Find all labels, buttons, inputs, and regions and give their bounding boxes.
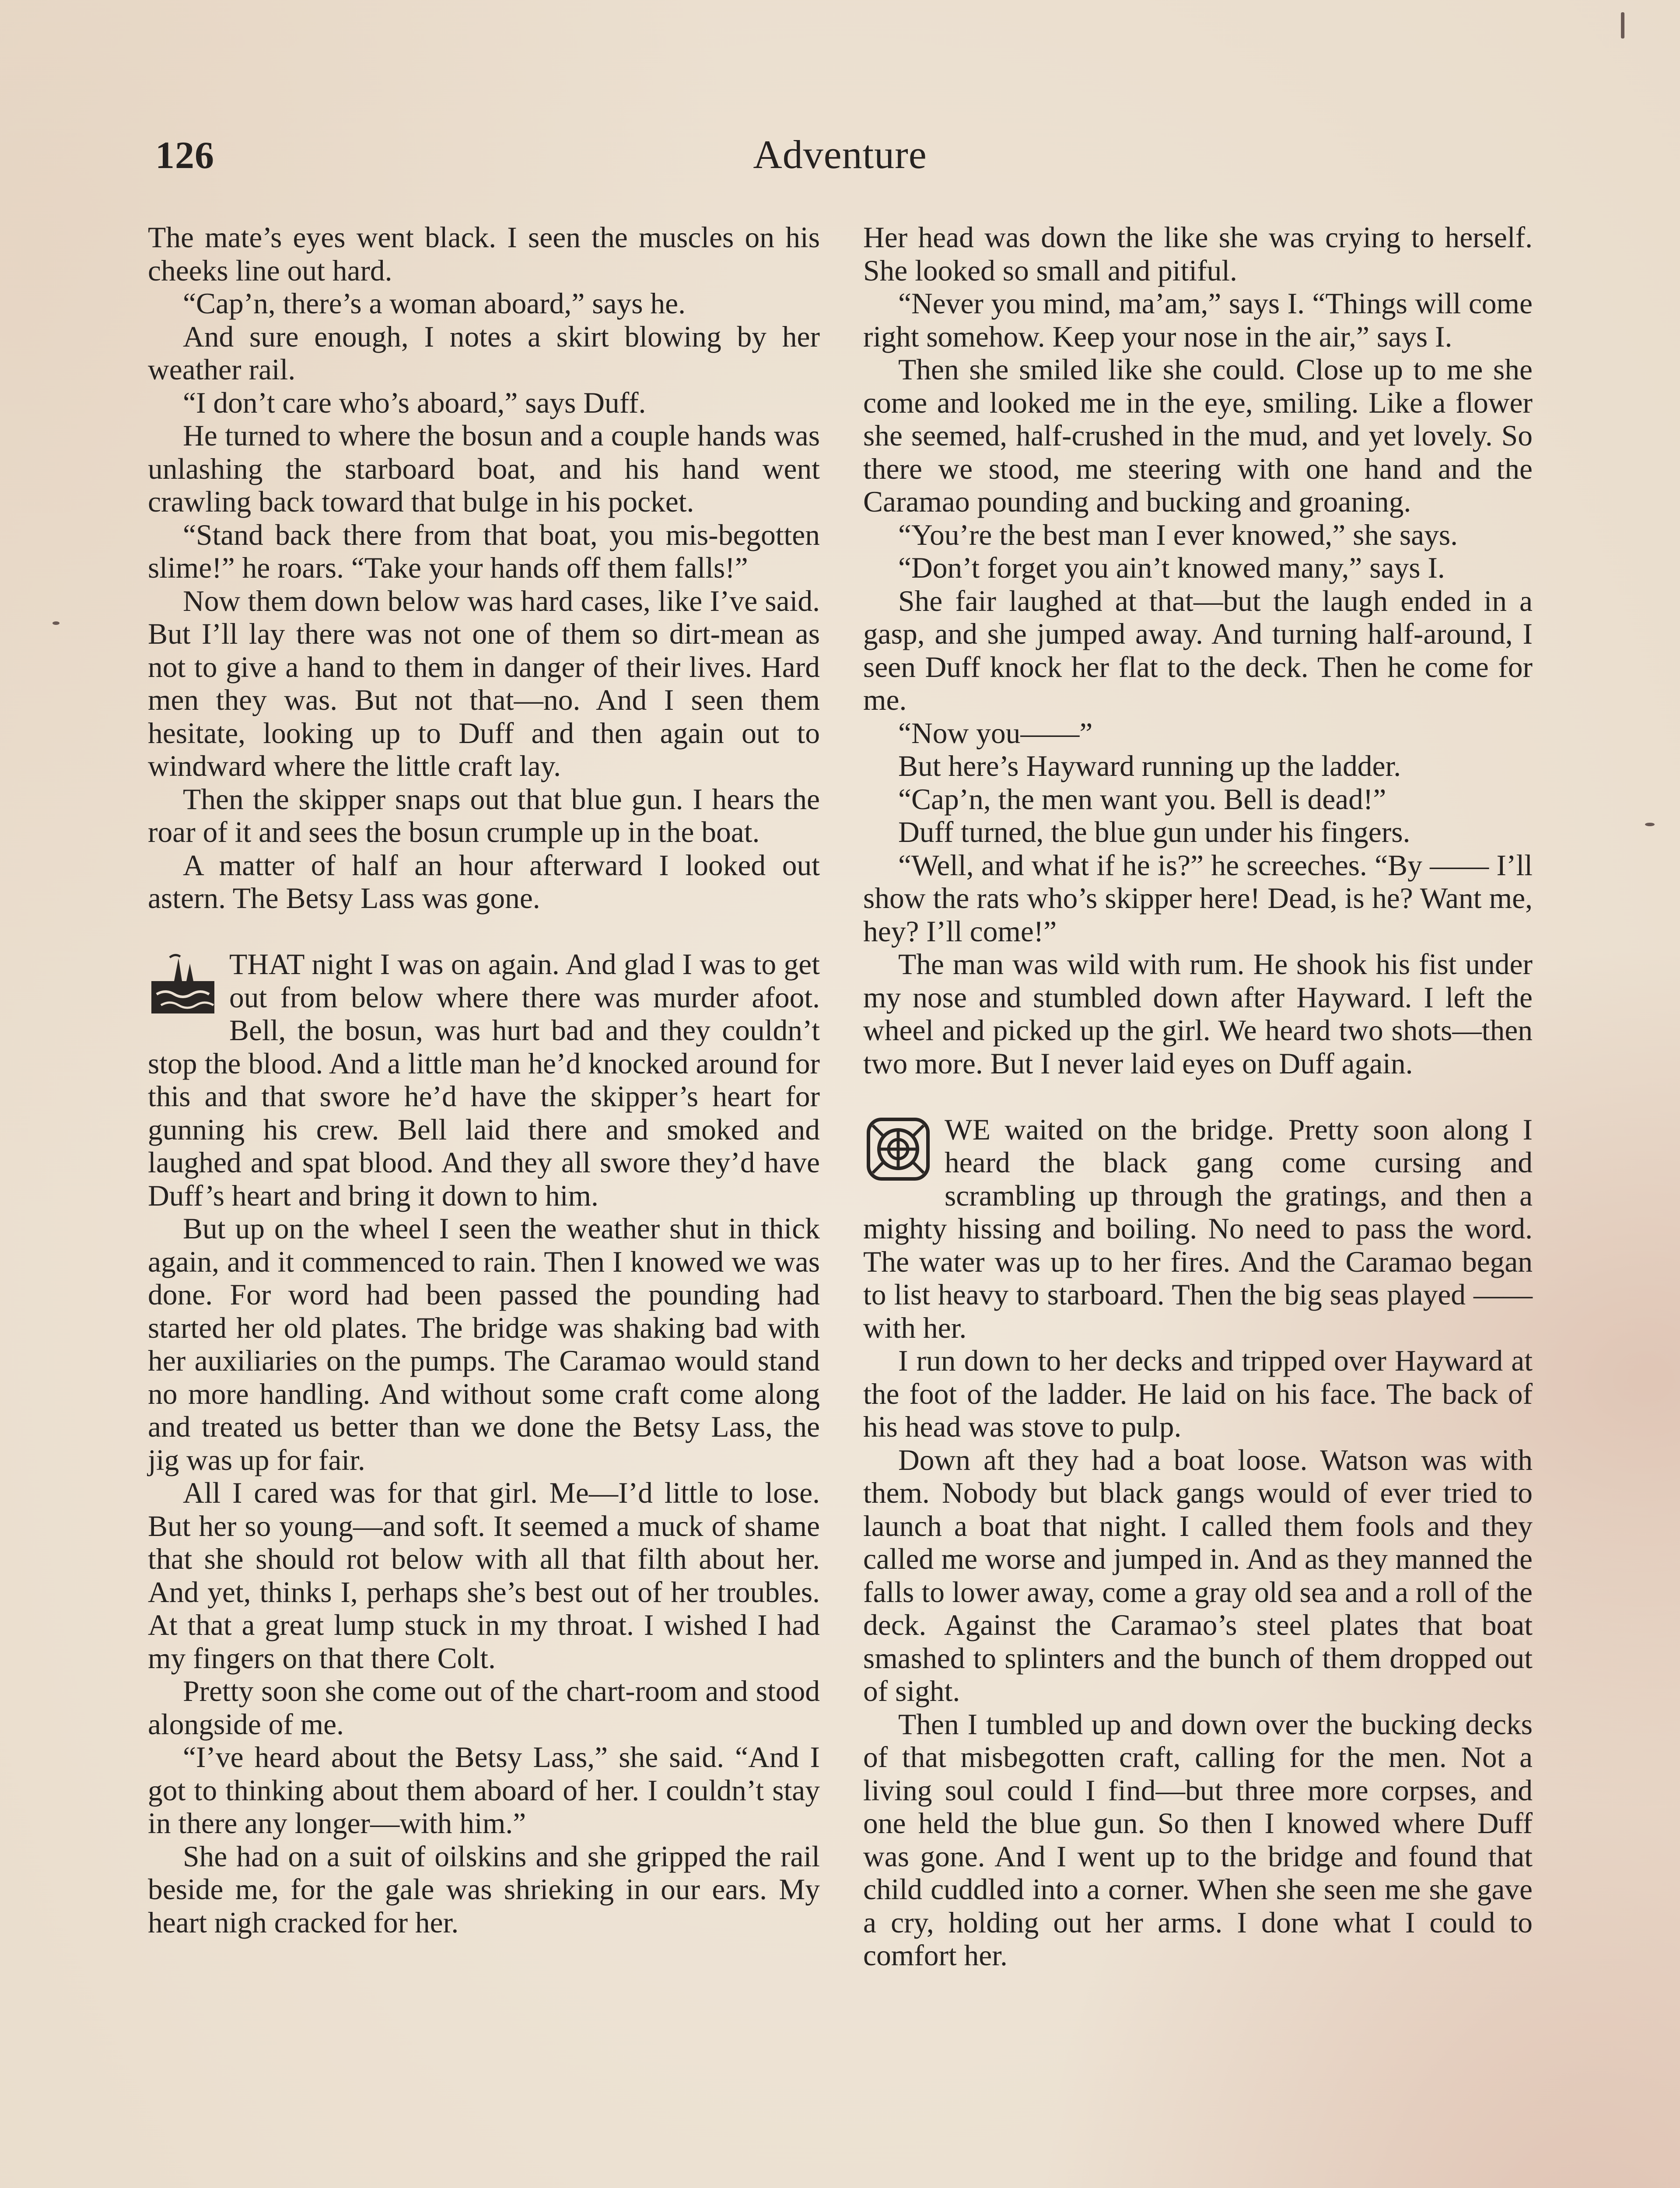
running-head-title: Adventure [753, 132, 927, 177]
paragraph: She had on a suit of oilskins and she gripped the rail beside me, for the gale was shrieking in our ears. My heart nigh cracked for her. [148, 1840, 820, 1939]
paper-speck [1621, 12, 1624, 39]
ship-ornament-icon [148, 950, 218, 1016]
paragraph: The mate’s eyes went black. I seen the muscles on his cheeks line out hard. [148, 221, 820, 287]
paragraph: “Now you——” [898, 716, 1093, 750]
paragraph: Down aft they had a boat loose. Watson was with them. Nobody but black gangs would of ever tried to launch a boat that night. I called them fools and they called me worse and jumped in. And as they manned the falls to lower away, come a gray old sea and a roll of the deck. Against the Caramao’s steel plates that boat smashed to splinters and the bunch of them dropped out of sight. [863, 1443, 1533, 1708]
paragraph: “You’re the best man I ever knowed,” she says. [898, 518, 1458, 551]
paragraph: Then I tumbled up and down over the bucking decks of that misbegotten craft, calling for the men. Not a living soul could I find—but three more corpses, and one held the blue gun. So then I knowed where Duff was gone. And I went up to the bridge and found that child cuddled into a corner. When she seen me she gave a cry, holding out her arms. I done what I could to comfort her. [863, 1708, 1533, 1972]
paragraph: “I’ve heard about the Betsy Lass,” she said. “And I got to thinking about them aboard of her. I couldn’t stay in there any longer—with him.” [148, 1741, 820, 1840]
paragraph: All I cared was for that girl. Me—I’d little to lose. But her so young—and soft. It seemed a muck of shame that she should rot below with all that filth about her. And yet, thinks I, perhaps she’s best out of her troubles. At that a great lump stuck in my throat. I wished I had my fingers on that there Colt. [148, 1476, 820, 1675]
paragraph: Pretty soon she come out of the chart-room and stood alongside of me. [148, 1675, 820, 1741]
paragraph: But up on the wheel I seen the weather shut in thick again, and it commenced to rain. Then I knowed we was done. For word had been passed the pounding had started her old plates. The bridge was shaking bad with her auxiliaries on the pumps. The Caramao would stand no more handling. And without some craft come along and treated us better than we done the Betsy Lass, the jig was up for fair. [148, 1212, 820, 1476]
paragraph: But here’s Hayward running up the ladder. [898, 750, 1401, 782]
page-number: 126 [155, 134, 214, 177]
section-break [863, 1080, 1533, 1113]
paragraph: WE waited on the bridge. Pretty soon along I heard the black gang come cursing and scrambling up through the gratings, and then a mighty hissing and boiling. No need to pass the word. The water was up to her fires. And the Caramao began to list heavy to starboard. Then the big seas played —— with her. [863, 1113, 1533, 1344]
paragraph: “Don’t forget you ain’t knowed many,” says I. [898, 551, 1445, 584]
paragraph: “I don’t care who’s aboard,” says Duff. [183, 386, 646, 419]
paper-speck [52, 621, 60, 625]
paragraph: Then she smiled like she could. Close up to me she come and looked me in the eye, smiling. Like a flower she seemed, half-crushed in the mud, and yet lovely. So there we stood, me steering with one hand and the Caramao pounding and bucking and groaning. [863, 353, 1533, 518]
paragraph: “Cap’n, there’s a woman aboard,” says he. [183, 287, 686, 320]
paragraph: Now them down below was hard cases, like I’ve said. But I’ll lay there was not one of them so dirt-mean as not to give a hand to them in danger of their lives. Hard men they was. But not that—no. And I seen them hesitate, looking up to Duff and then again out to windward where the little craft lay. [148, 584, 820, 782]
paragraph: I run down to her decks and tripped over Hayward at the foot of the ladder. He laid on his face. The back of his head was stove to pulp. [863, 1344, 1533, 1443]
paragraph: And sure enough, I notes a skirt blowing by her weather rail. [148, 320, 820, 386]
paragraph: Then the skipper snaps out that blue gun. I hears the roar of it and sees the bosun crumple up in the boat. [148, 782, 820, 849]
celtic-knot-ornament-icon [863, 1116, 933, 1182]
paper-speck [1645, 823, 1655, 826]
paragraph: Duff turned, the blue gun under his fingers. [898, 816, 1410, 849]
paragraph: He turned to where the bosun and a couple hands was unlashing the starboard boat, and his hand went crawling back toward that bulge in his pocket. [148, 419, 820, 518]
paragraph: The man was wild with rum. He shook his fist under my nose and stumbled down after Hayward. I left the wheel and picked up the girl. We heard two shots—then two more. But I never laid eyes on Duff again. [863, 948, 1533, 1080]
paragraph: “Well, and what if he is?” he screeches. “By —— I’ll show the rats who’s skipper here! Dead, is he? Want me, hey? I’ll come!” [863, 849, 1533, 948]
right-text-column [863, 221, 1533, 1972]
paragraph: She fair laughed at that—but the laugh ended in a gasp, and she jumped away. And turning half-around, I seen Duff knock her flat to the deck. Then he come for me. [863, 584, 1533, 716]
paragraph: Her head was down the like she was crying to herself. She looked so small and pitiful. [863, 221, 1533, 287]
section-break [148, 915, 820, 948]
paragraph: A matter of half an hour afterward I looked out astern. The Betsy Lass was gone. [148, 849, 820, 915]
paragraph: “Cap’n, the men want you. Bell is dead!” [898, 782, 1386, 816]
paragraph: “Stand back there from that boat, you mis-begotten slime!” he roars. “Take your hands off them falls!” [148, 518, 820, 584]
paragraph: THAT night I was on again. And glad I was to get out from below where there was murder afoot. Bell, the bosun, was hurt bad and they couldn’t stop the blood. And a little man he’d knocked around for this and that swore he’d have the skipper’s heart for gunning his crew. Bell laid there and smoked and laughed and spat blood. And they all swore they’d have Duff’s heart and bring it down to him. [148, 948, 820, 1212]
paragraph: “Never you mind, ma’am,” says I. “Things will come right somehow. Keep your nose in the air,” says I. [863, 287, 1533, 353]
left-text-column [148, 221, 820, 1939]
